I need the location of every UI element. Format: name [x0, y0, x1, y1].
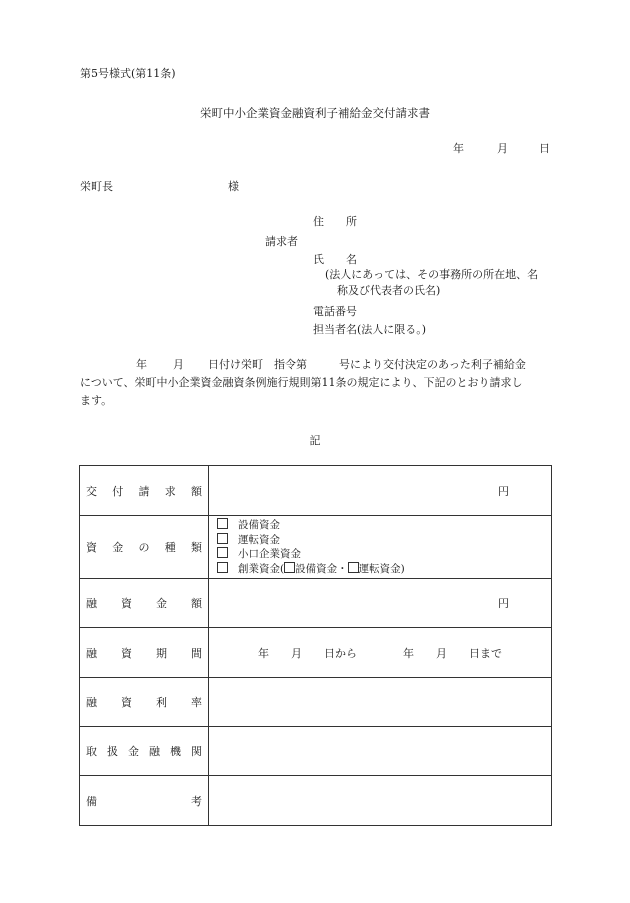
table-row	[80, 466, 552, 516]
table-row	[80, 678, 552, 727]
interest-rate-field[interactable]	[209, 678, 552, 727]
label-fund-type: 資 金 の 種 類	[80, 516, 209, 579]
statement-day-line: 日付け栄町 指令第	[208, 358, 307, 371]
fund-type-option[interactable]: 運転資金	[217, 533, 551, 548]
corporate-note-line1: (法人にあっては、その事務所の所在地、名	[325, 268, 539, 281]
table-row	[80, 776, 552, 826]
fund-type-option[interactable]: 設備資金	[217, 518, 551, 533]
label-loan-period: 融 資 期 間	[80, 628, 209, 678]
fund-type-option[interactable]: 創業資金( 設備資金・ 運転資金)	[217, 562, 551, 577]
label-loan-amount: 融 資 金 額	[80, 579, 209, 628]
corporate-note-line2: 称及び代表者の氏名)	[337, 284, 441, 297]
checkbox-equipment[interactable]	[217, 518, 228, 529]
yen-unit: 円	[498, 597, 509, 610]
loan-amount-field[interactable]	[209, 579, 552, 628]
contact-person-label: 担当者名(法人に限る。)	[313, 323, 427, 336]
table-row	[80, 628, 552, 678]
date-year: 年	[453, 142, 464, 155]
statement-month: 月	[173, 358, 184, 371]
statement-line3: ます。	[80, 394, 113, 407]
statement-number-tail: 号により交付決定のあった利子補給金	[339, 358, 526, 371]
date-line	[453, 140, 550, 156]
table-row	[80, 579, 552, 628]
table-row	[80, 516, 552, 579]
table-row	[80, 727, 552, 776]
statement-line2: について、栄町中小企業資金融資条例施行規則第11条の規定により、下記のとおり請求し	[80, 376, 523, 389]
checkbox-startup-equipment[interactable]	[284, 562, 295, 573]
phone-label: 電話番号	[313, 305, 357, 318]
loan-period-field[interactable]: 年 月 日から 年 月 日まで	[209, 628, 552, 678]
address-label: 住 所	[313, 215, 357, 228]
fund-type-option[interactable]: 小口企業資金	[217, 547, 551, 562]
addressee-to: 栄町長	[80, 180, 113, 193]
label-financial-institution: 取 扱 金 融 機 関	[80, 727, 209, 776]
fund-type-options	[209, 516, 552, 579]
statement-year: 年	[136, 358, 147, 371]
checkbox-small-business[interactable]	[217, 547, 228, 558]
ki-heading: 記	[309, 434, 321, 447]
corporate-note	[325, 267, 538, 299]
document-title: 栄町中小企業資金融資利子補給金交付請求書	[200, 106, 430, 120]
request-amount-field[interactable]	[209, 466, 552, 516]
label-interest-rate: 融 資 利 率	[80, 678, 209, 727]
label-request-amount: 交 付 請 求 額	[80, 466, 209, 516]
financial-institution-field[interactable]	[209, 727, 552, 776]
name-label: 氏 名	[313, 253, 357, 266]
remarks-field[interactable]	[209, 776, 552, 826]
checkbox-operating[interactable]	[217, 533, 228, 544]
request-statement	[80, 356, 550, 410]
date-day: 日	[539, 142, 550, 155]
checkbox-startup-operating[interactable]	[348, 562, 359, 573]
date-month: 月	[497, 142, 508, 155]
checkbox-startup[interactable]	[217, 562, 228, 573]
request-table	[79, 465, 552, 826]
addressee	[80, 178, 239, 194]
label-remarks: 備 考	[80, 776, 209, 826]
addressee-honorific: 様	[228, 180, 239, 193]
yen-unit: 円	[498, 484, 509, 498]
form-number: 第5号様式(第11条)	[80, 67, 176, 80]
requester-label: 請求者	[265, 235, 298, 248]
